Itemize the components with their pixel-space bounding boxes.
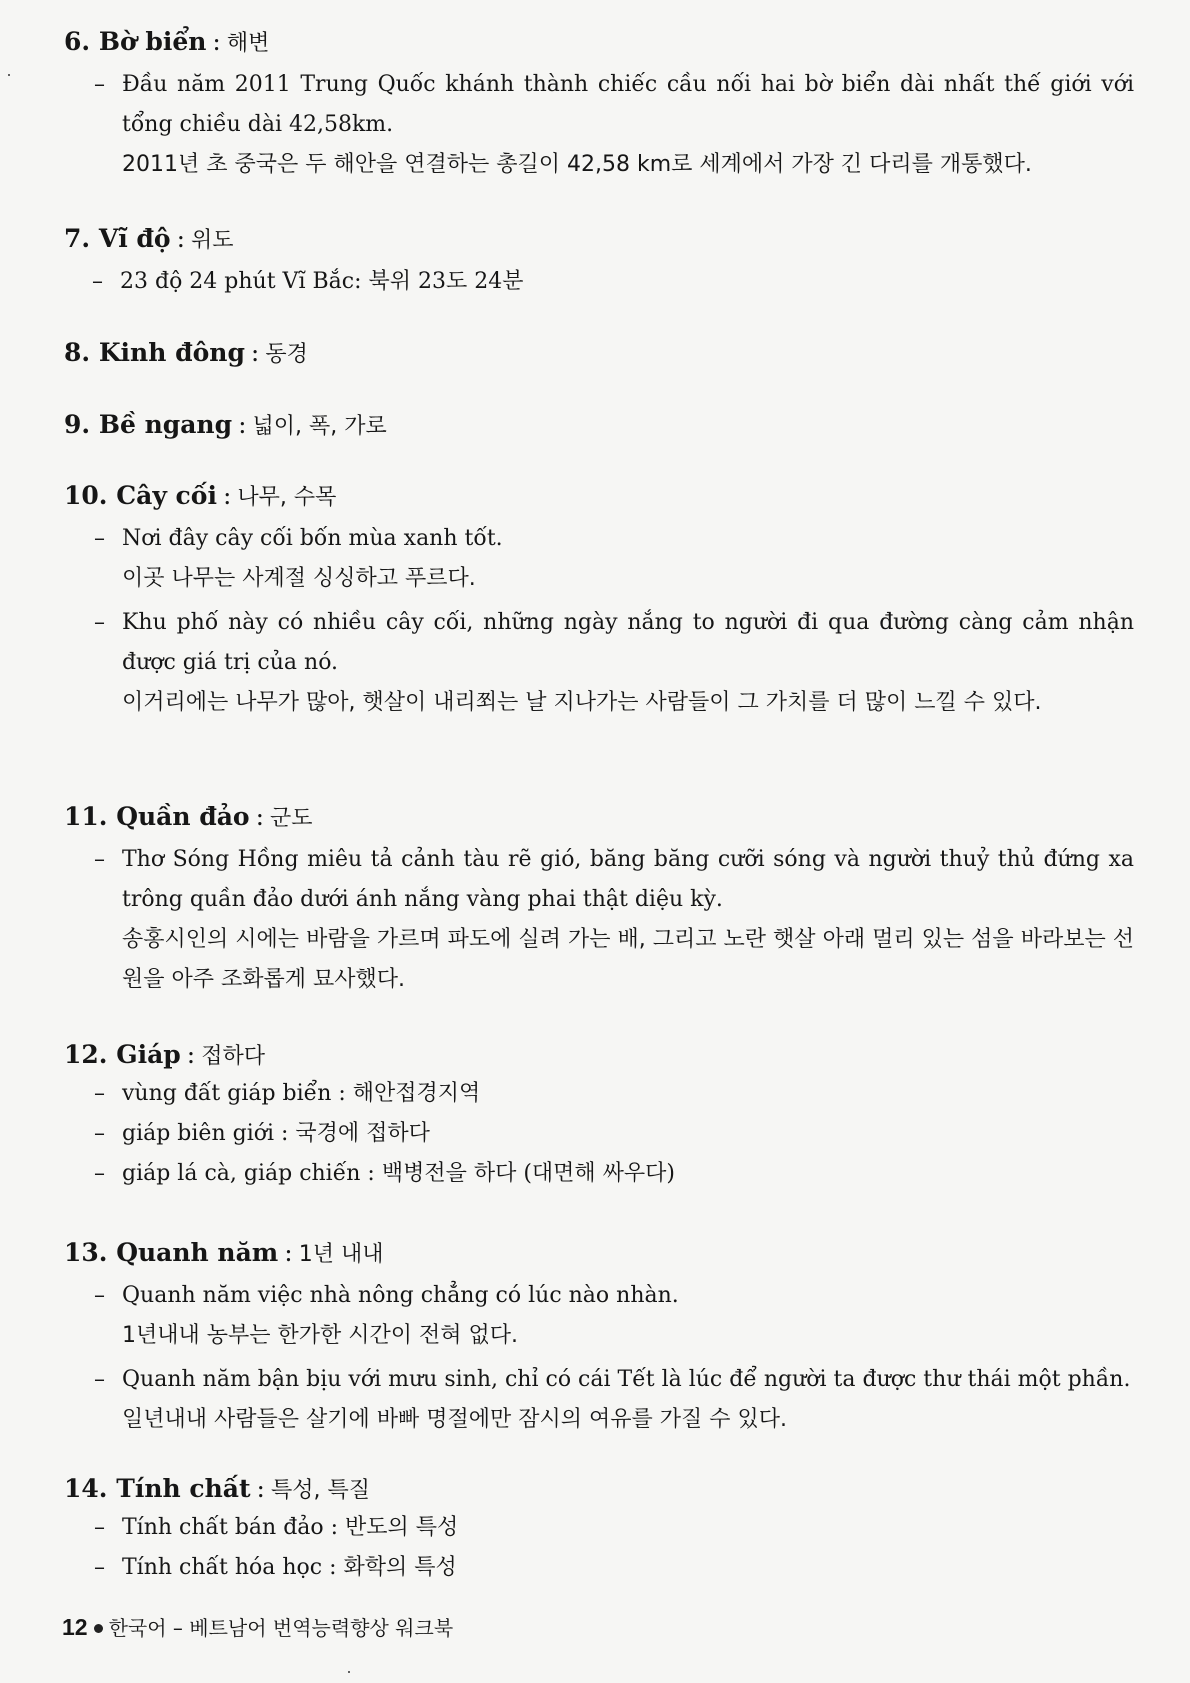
entry-number: 13. [64, 1238, 108, 1267]
entry-number: 7. [64, 224, 91, 253]
dash-bullet: – [94, 1555, 105, 1580]
example [64, 1360, 1134, 1440]
entry-8 [64, 336, 1134, 372]
entry-number: 11. [64, 802, 108, 831]
example-inline: giáp biên giới : 국경에 접하다 [122, 1121, 430, 1146]
example-inline: vùng đất giáp biển : 해안접경지역 [122, 1081, 481, 1106]
example [64, 603, 1134, 723]
entry-heading [64, 1236, 1134, 1272]
example-ko: 이곳 나무는 사계절 싱싱하고 푸르다. [122, 566, 476, 591]
scan-speck [8, 74, 10, 76]
entry-term: Tính chất [116, 1474, 251, 1503]
example [64, 1074, 1134, 1114]
separator: : [284, 1238, 293, 1267]
separator: : [186, 1040, 196, 1069]
example [64, 1548, 1134, 1588]
example-inline: Tính chất hóa học : 화학의 특성 [122, 1555, 457, 1580]
example-vi: Nơi đây cây cối bốn mùa xanh tốt. [122, 526, 503, 551]
separator: : [222, 481, 232, 510]
page-number: 12 [62, 1614, 88, 1640]
entry-term: Cây cối [116, 481, 217, 510]
entry-number: 8. [64, 338, 91, 367]
example-ko: 일년내내 사람들은 살기에 바빠 명절에만 잠시의 여유를 가질 수 있다. [122, 1407, 787, 1432]
example-ko: 이거리에는 나무가 많아, 햇살이 내리쬐는 날 지나가는 사람들이 그 가치를 더 많이 느낄 수 있다. [122, 690, 1042, 715]
separator: : [256, 1474, 265, 1503]
page-footer [62, 1612, 453, 1641]
example-vi: Thơ Sóng Hồng miêu tả cảnh tàu rẽ gió, băng băng cưỡi sóng và người thuỷ thủ đứng xa trông quần đảo dưới ánh nắng vàng phai thật diệu kỳ. [122, 847, 1134, 912]
entry-meaning: 접하다 [201, 1044, 265, 1069]
entry-meaning: 1년 내내 [298, 1242, 384, 1267]
example [64, 1276, 1134, 1356]
entry-term: Quanh năm [116, 1238, 279, 1267]
example-vi: Đầu năm 2011 Trung Quốc khánh thành chiếc cầu nối hai bờ biển dài nhất thế giới với tổng chiều dài 42,58km. [122, 72, 1134, 137]
scan-speck [348, 1671, 350, 1673]
dash-bullet: – [94, 1367, 105, 1392]
entry-13 [64, 1236, 1134, 1440]
entry-meaning: 특성, 특질 [270, 1478, 370, 1503]
example [64, 840, 1134, 1000]
book-title: 한국어 – 베트남어 번역능력향상 워크북 [108, 1616, 454, 1640]
entry-meaning: 군도 [270, 806, 313, 831]
entry-9 [64, 408, 1134, 444]
entry-heading [64, 25, 1134, 61]
entry-meaning: 동경 [265, 342, 308, 367]
entry-meaning: 위도 [191, 228, 234, 253]
example-inline: giáp lá cà, giáp chiến : 백병전을 하다 (대면해 싸우다) [122, 1161, 675, 1186]
example-vi: Quanh năm bận bịu với mưu sinh, chỉ có cái Tết là lúc để người ta được thư thái một phần. [122, 1367, 1131, 1392]
entry-heading [64, 222, 1134, 258]
dash-bullet: – [94, 847, 105, 872]
example-inline: 23 độ 24 phút Vĩ Bắc: 북위 23도 24분 [120, 269, 524, 294]
entry-6 [64, 25, 1134, 185]
entry-heading [64, 479, 1134, 515]
example [64, 262, 1134, 302]
separator: : [176, 224, 186, 253]
dash-bullet: – [92, 269, 103, 294]
separator: : [250, 338, 260, 367]
entry-heading [64, 336, 1134, 372]
example-ko: 2011년 초 중국은 두 해안을 연결하는 총길이 42,58 km로 세계에서 가장 긴 다리를 개통했다. [122, 152, 1032, 177]
example-inline: Tính chất bán đảo : 반도의 특성 [122, 1515, 459, 1540]
entry-meaning: 넓이, 폭, 가로 [252, 414, 387, 439]
example-ko: 송홍시인의 시에는 바람을 가르며 파도에 실려 가는 배, 그리고 노란 햇살 아래 멀리 있는 섬을 바라보는 선원을 아주 조화롭게 묘사했다. [122, 927, 1134, 992]
entry-10 [64, 479, 1134, 723]
example-vi: Quanh năm việc nhà nông chẳng có lúc nào nhàn. [122, 1283, 679, 1308]
entry-term: Vĩ độ [98, 224, 171, 253]
dash-bullet: – [94, 1161, 105, 1186]
entry-11 [64, 800, 1134, 1000]
entry-term: Bờ biển [98, 27, 207, 56]
dash-bullet: – [94, 1283, 105, 1308]
entry-14 [64, 1472, 1134, 1588]
entry-meaning: 나무, 수목 [237, 485, 337, 510]
entry-number: 14. [64, 1474, 108, 1503]
dash-bullet: – [94, 610, 105, 635]
entry-number: 10. [64, 481, 108, 510]
entry-heading [64, 800, 1134, 836]
dash-bullet: – [94, 1081, 105, 1106]
example [64, 1154, 1134, 1194]
entry-heading [64, 1038, 1134, 1074]
bullet-dot-icon [94, 1624, 103, 1633]
separator: : [212, 27, 221, 56]
entry-number: 12. [64, 1040, 108, 1069]
entry-heading [64, 408, 1134, 444]
entry-12 [64, 1038, 1134, 1194]
dash-bullet: – [94, 1515, 105, 1540]
dash-bullet: – [94, 526, 105, 551]
entry-number: 6. [64, 27, 91, 56]
entry-number: 9. [64, 410, 91, 439]
example [64, 1508, 1134, 1548]
example [64, 519, 1134, 599]
example-ko: 1년내내 농부는 한가한 시간이 전혀 없다. [122, 1323, 518, 1348]
entry-term: Quần đảo [116, 802, 250, 831]
example-vi: Khu phố này có nhiều cây cối, những ngày nắng to người đi qua đường càng cảm nhận được giá trị của nó. [122, 610, 1134, 675]
example [64, 65, 1134, 185]
separator: : [238, 410, 247, 439]
example [64, 1114, 1134, 1154]
entry-heading [64, 1472, 1134, 1508]
entry-term: Giáp [116, 1040, 181, 1069]
entry-term: Bề ngang [98, 410, 233, 439]
dash-bullet: – [94, 72, 105, 97]
entry-term: Kinh đông [98, 338, 245, 367]
entry-7 [64, 222, 1134, 302]
dash-bullet: – [94, 1121, 105, 1146]
separator: : [255, 802, 265, 831]
entry-meaning: 해변 [226, 31, 270, 56]
